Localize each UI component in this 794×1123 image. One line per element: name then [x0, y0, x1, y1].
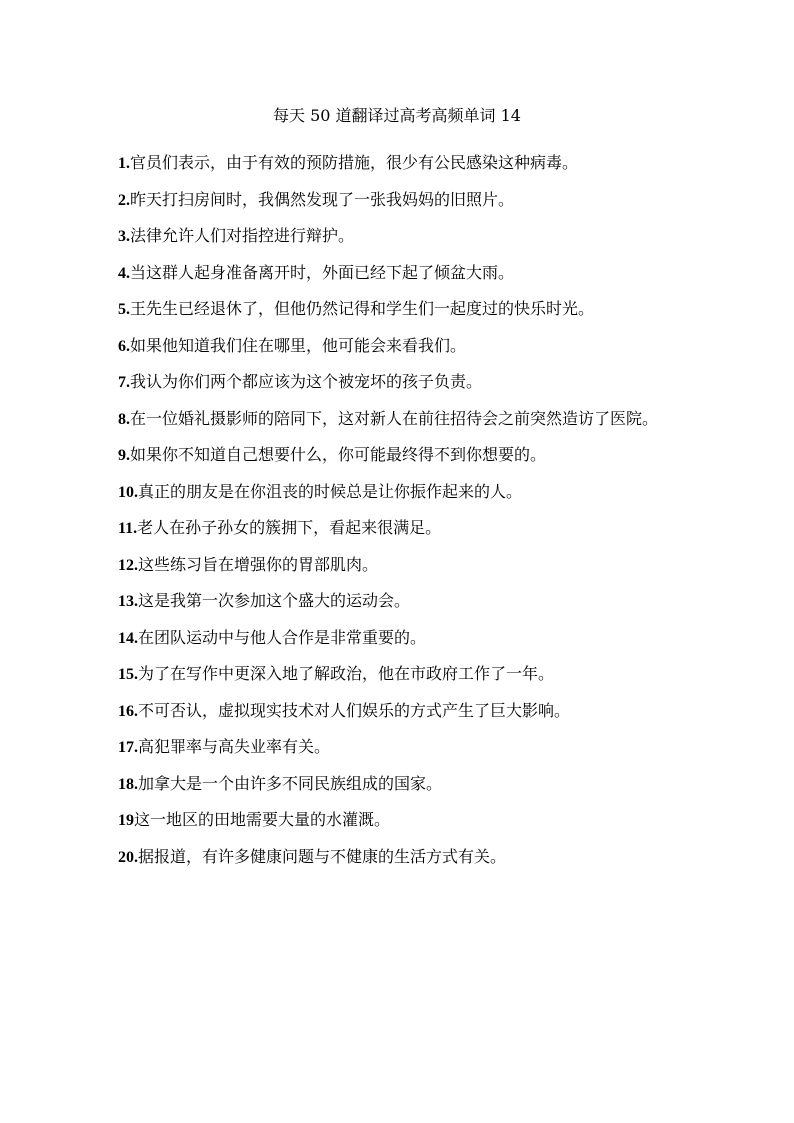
list-item — [118, 802, 683, 839]
item-text: 加拿大是一个由许多不同民族组成的国家。 — [138, 773, 443, 793]
item-number: 9. — [118, 447, 130, 464]
item-text: 法律允许人们对指控进行辩护。 — [130, 226, 355, 245]
item-text: 在团队运动中与他人合作是非常重要的。 — [138, 627, 427, 647]
item-text: 我认为你们两个都应该为这个被宠坏的孩子负责。 — [130, 372, 483, 391]
item-number: 19 — [118, 812, 134, 829]
list-item — [118, 474, 683, 511]
item-text: 这是我第一次参加这个盛大的运动会。 — [138, 591, 411, 610]
list-item — [118, 510, 683, 547]
item-number: 5. — [118, 301, 130, 318]
item-text: 真正的朋友是在你沮丧的时候总是让你振作起来的人。 — [138, 481, 523, 501]
item-number: 15. — [118, 666, 138, 683]
list-item — [118, 255, 683, 292]
item-number: 1. — [118, 155, 130, 172]
list-item — [118, 729, 683, 766]
item-text: 如果你不知道自己想要什么，你可能最终得不到你想要的。 — [130, 445, 547, 464]
item-number: 16. — [118, 702, 138, 720]
list-item — [118, 693, 683, 730]
list-item — [118, 583, 683, 620]
item-number: 17. — [118, 739, 138, 756]
item-number: 20. — [118, 848, 138, 866]
item-text: 昨天打扫房间时，我偶然发现了一张我妈妈的旧照片。 — [130, 189, 515, 209]
item-number: 2. — [118, 191, 130, 209]
item-text: 这些练习旨在增强你的胃部肌肉。 — [138, 554, 379, 574]
list-item — [118, 145, 683, 182]
list-item — [118, 766, 683, 803]
item-number: 8. — [118, 410, 130, 428]
list-item — [118, 547, 683, 584]
document-title: 每天 50 道翻译过高考高频单词 14 — [273, 106, 521, 125]
list-item — [118, 401, 683, 438]
list-item — [118, 291, 683, 328]
item-number: 3. — [118, 228, 130, 245]
item-number: 13. — [118, 593, 138, 610]
item-number: 4. — [118, 264, 130, 282]
item-text: 如果他知道我们住在哪里，他可能会来看我们。 — [130, 335, 467, 355]
item-text: 王先生已经退休了，但他仍然记得和学生们一起度过的快乐时光。 — [130, 299, 595, 318]
item-text: 在一位婚礼摄影师的陪同下，这对新人在前往招待会之前突然造访了医院。 — [130, 408, 659, 428]
sentence-list — [118, 145, 683, 875]
list-item — [118, 218, 683, 255]
list-item — [118, 839, 683, 876]
item-text: 官员们表示，由于有效的预防措施，很少有公民感染这种病毒。 — [130, 153, 579, 172]
list-item — [118, 364, 683, 401]
list-item — [118, 656, 683, 693]
item-number: 14. — [118, 629, 138, 647]
item-number: 7. — [118, 374, 130, 391]
item-text: 高犯罪率与高失业率有关。 — [138, 737, 331, 756]
item-text: 当这群人起身准备离开时，外面已经下起了倾盆大雨。 — [130, 262, 515, 282]
item-number: 6. — [118, 337, 130, 355]
item-text: 据报道，有许多健康问题与不健康的生活方式有关。 — [138, 846, 507, 866]
item-text: 不可否认，虚拟现实技术对人们娱乐的方式产生了巨大影响。 — [138, 700, 571, 720]
list-item — [118, 620, 683, 657]
item-text: 为了在写作中更深入地了解政治，他在市政府工作了一年。 — [138, 664, 555, 683]
item-number: 10. — [118, 483, 138, 501]
item-number: 12. — [118, 556, 138, 574]
item-text: 老人在孙子孙女的簇拥下，看起来很满足。 — [137, 518, 442, 537]
list-item — [118, 182, 683, 219]
list-item — [118, 328, 683, 365]
item-number: 11. — [118, 520, 138, 537]
item-number: 18. — [118, 775, 138, 793]
item-text: 这一地区的田地需要大量的水灌溉。 — [134, 810, 391, 829]
list-item — [118, 437, 683, 474]
